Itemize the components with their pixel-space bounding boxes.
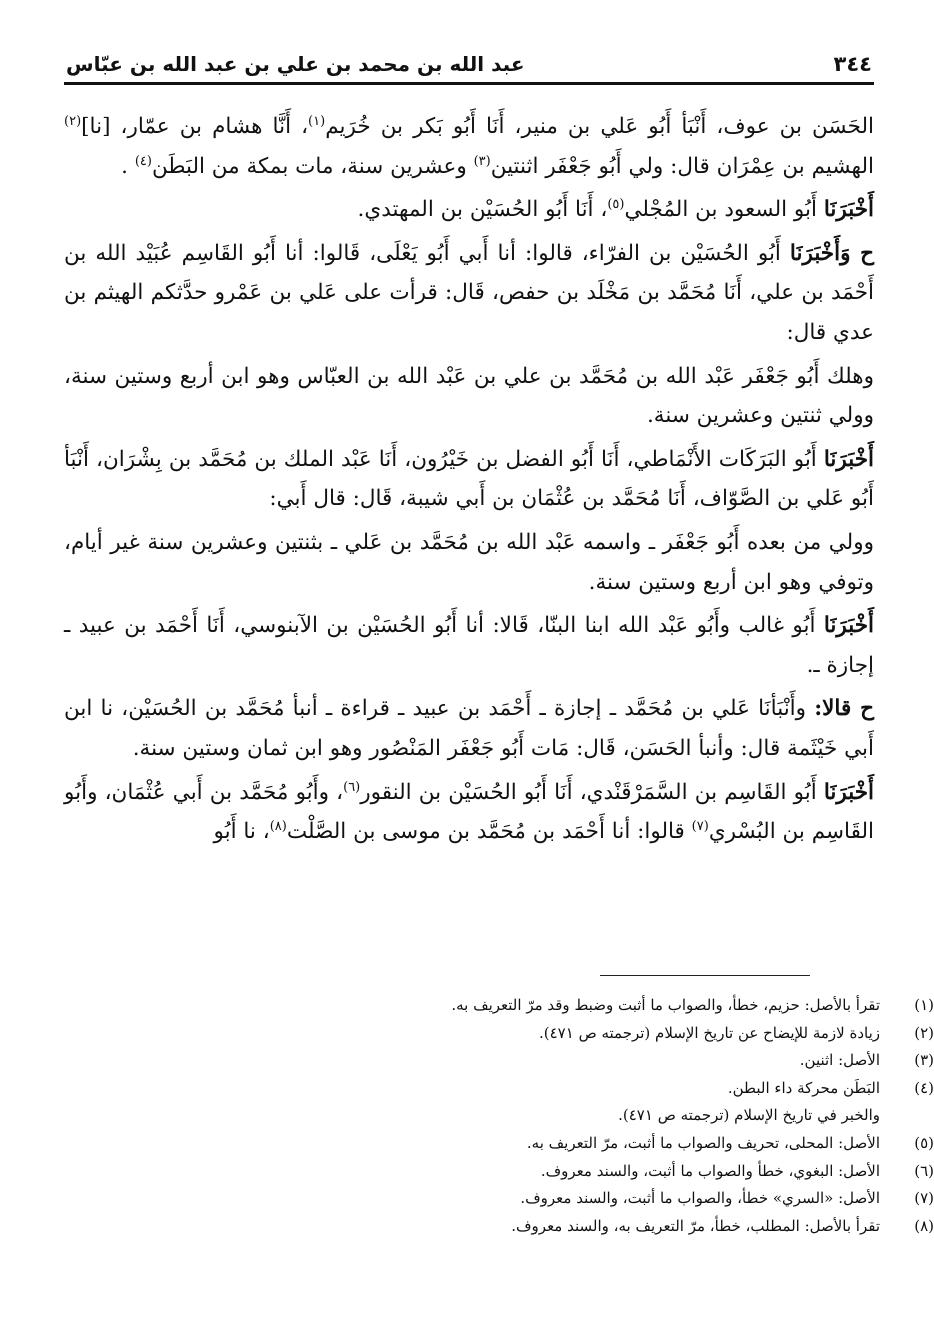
text-run: أَبُو غالب وأَبُو عَبْد الله ابنا البنّا، قَالا: أنا أَبُو الحُسَيْن بن الآبنوسي، أَنَا أَحْمَد بن عبيد ـ إجازة ـ.: [64, 613, 874, 678]
text-run: أَبُو الحُسَيْن بن الفرّاء، قالوا: أنا أَبي أَبُو يَعْلَى، قَالوا: أنا أَبُو القَاسِم عُبَيْد الله بن أَحْمَد بن علي، أَنَا مُحَمَّد بن مَخْلَد بن حفص، قَال: قرأت على عَلي بن عَمْرو حدَّثكم الهيثم بن عدي قال:: [64, 240, 874, 345]
narration-keyword: أَخْبَرَنَا: [823, 446, 874, 472]
footnote-separator: [600, 975, 810, 976]
footnote-number: (٥): [914, 1133, 934, 1152]
page-header: [64, 52, 874, 85]
text-run: ، أَنَّا هشام بن عمّار، [نا]: [81, 114, 309, 139]
footnotes-section: [124, 992, 934, 1240]
narration-keyword: ح قالا:: [814, 696, 874, 722]
footnote: [124, 1213, 934, 1241]
text-run: ، نا أَبُو: [213, 819, 270, 845]
text-run: ، أَنَا أَبُو الحُسَيْن بن المهتدي.: [357, 197, 608, 223]
text-run: أَبُو البَرَكَات الأَنْمَاطي، أَنَا أَبُو الفضل بن خَيْرُون، أَنَا عَبْد الملك بن مُحَمَّد بن بِشْرَان، أَنْبَأ أَبُو عَلي بن الصَّوّاف، أَنَا مُحَمَّد بن عُثْمَان بن أَبي شيبة، قَال: قال أَبي:: [64, 446, 874, 512]
footnote-text: البَطَن محركة داء البطن.: [727, 1078, 880, 1097]
paragraph: [64, 190, 874, 230]
running-title: عبد الله بن محمد بن علي بن عبد الله بن عبّاس: [66, 52, 525, 76]
footnote: [124, 1047, 934, 1075]
footnote: [124, 992, 934, 1020]
paragraph: [64, 689, 874, 768]
text-run: وولي من بعده أَبُو جَعْفَر ـ واسمه عَبْد الله بن مُحَمَّد بن عَلي ـ بثنتين وعشرين سنة غير أيام، وتوفي وهو ابن أربع وستين سنة.: [64, 529, 874, 595]
footnote-text: الأصل: البغوي، خطأ والصواب ما أثبت، والسند معروف.: [540, 1161, 880, 1180]
footnote-number: (٢): [914, 1023, 934, 1042]
text-run: وهلك أَبُو جَعْفَر عَبْد الله بن مُحَمَّد بن علي بن عَبْد الله بن العبّاس وهو ابن أربع وستين سنة، وولي ثنتين وعشرين سنة.: [64, 363, 874, 429]
footnote: [124, 1075, 934, 1103]
paragraph: [64, 357, 874, 436]
footnote-number: (١): [914, 996, 934, 1014]
text-run: أَبُو القَاسِم بن السَّمَرْقَنْدي، أَنَا أَبُو الحُسَيْن بن النقور: [360, 779, 824, 805]
paragraph: [64, 107, 874, 186]
footnote-text: الأصل: المحلى، تحريف والصواب ما أثبت، مرّ التعريف به.: [526, 1133, 880, 1152]
main-text: [64, 107, 874, 852]
paragraph: [64, 606, 874, 685]
footnote-number: (٣): [914, 1051, 934, 1070]
footnote: [124, 1185, 934, 1213]
footnote-number: (٦): [914, 1161, 934, 1180]
footnote-marker: (٦): [343, 779, 361, 795]
text-run: وأَنْبَأنَا عَلي بن مُحَمَّد ـ إجازة ـ أَحْمَد بن عبيد ـ قراءة ـ أنبأ مُحَمَّد بن الحُسَيْن، نا ابن أَبي خَيْثَمة قال: وأنبأ الحَسَن، قَال: مَات أَبُو جَعْفَر المَنْصُور وهو ابن ثمان وستين سنة.: [64, 696, 874, 761]
text-run: قالوا: أنا أَحْمَد بن مُحَمَّد بن موسى بن الصَّلْت: [286, 819, 692, 845]
text-run: الحَسَن بن عوف، أَنْبَأ أَبُو عَلي بن منير، أَنَا أَبُو بَكر بن خُرَيم: [325, 114, 874, 139]
text-run: أَبُو السعود بن المُجْلي: [624, 197, 824, 223]
footnote-text: تقرأ بالأصل: المطلب، خطأ، مرّ التعريف به، والسند معروف.: [511, 1216, 880, 1235]
footnote: [124, 1158, 934, 1186]
page-number: ٣٤٤: [833, 52, 872, 76]
text-run: ، وأَبُو مُحَمَّد بن أَبي عُثْمَان، وأَبُو القَاسِم بن البُسْري: [64, 779, 874, 845]
paragraph: [64, 234, 874, 353]
footnote-marker: (٢): [64, 113, 82, 129]
narration-keyword: أَخْبَرَنَا: [823, 613, 874, 639]
footnote-number: (٤): [914, 1078, 934, 1097]
footnote-marker: (٣): [473, 153, 491, 169]
text-run: الهشيم بن عِمْرَان قال: ولي أَبُو جَعْفَر اثنتين: [490, 153, 874, 179]
footnote-marker: (١): [308, 113, 326, 129]
footnote-text: الأصل: اثنين.: [799, 1051, 880, 1070]
narration-keyword: أَخْبَرَنَا: [823, 779, 875, 805]
narration-keyword: أَخْبَرَنَا: [823, 197, 874, 223]
footnote-marker: (٧): [691, 818, 709, 834]
footnote: [124, 1102, 934, 1130]
text-run: .: [121, 153, 135, 179]
footnote-number: (٨): [914, 1216, 934, 1235]
book-page: [64, 52, 874, 856]
footnote: [124, 1130, 934, 1158]
footnote-marker: (٥): [607, 197, 625, 213]
footnote: [124, 1020, 934, 1048]
footnote-text: الأصل: «السري» خطأ، والصواب ما أثبت، والسند معروف.: [520, 1189, 880, 1208]
paragraph: [64, 773, 874, 852]
footnote-number: (٧): [914, 1189, 934, 1208]
footnote-marker: (٤): [134, 153, 152, 169]
paragraph: [64, 440, 874, 519]
narration-keyword: ح وَأَخْبَرَنَا: [789, 240, 874, 266]
footnote-text: تقرأ بالأصل: حزيم، خطأ، والصواب ما أثبت وضبط وقد مرّ التعريف به.: [451, 996, 880, 1014]
text-run: وعشرين سنة، مات بمكة من البَطَن: [151, 153, 474, 179]
paragraph: [64, 523, 874, 602]
footnote-text: زيادة لازمة للإيضاح عن تاريخ الإسلام (ترجمته ص ٤٧١).: [539, 1023, 880, 1042]
footnote-text: والخبر في تاريخ الإسلام (ترجمته ص ٤٧١).: [618, 1106, 880, 1125]
footnote-marker: (٨): [269, 818, 287, 834]
